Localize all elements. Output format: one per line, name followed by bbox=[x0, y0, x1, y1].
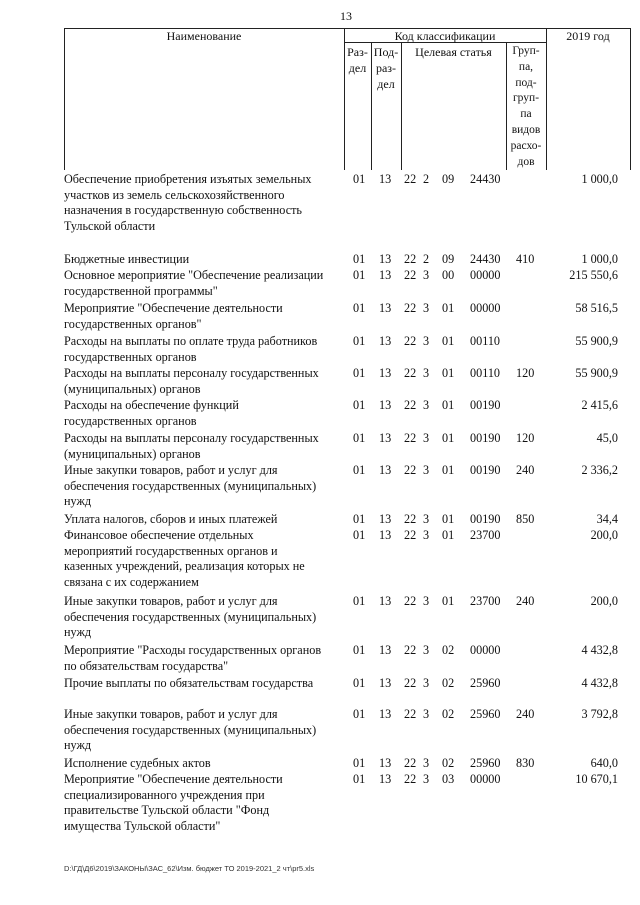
row-name: Расходы на выплаты персоналу государственных (муниципальных) органов bbox=[64, 431, 319, 461]
row-pr: 13 bbox=[379, 252, 392, 266]
row-p1: 22 bbox=[404, 463, 417, 477]
row-p2: 3 bbox=[423, 756, 430, 770]
row-amount: 215 550,6 bbox=[569, 268, 618, 282]
row-rz: 01 bbox=[353, 463, 366, 477]
row-p2: 3 bbox=[423, 398, 430, 412]
row-rz: 01 bbox=[353, 756, 366, 770]
row-p1: 22 bbox=[404, 252, 417, 266]
row-code: 00190 bbox=[470, 463, 501, 477]
row-code: 25960 bbox=[470, 676, 501, 690]
row-pr: 13 bbox=[379, 594, 392, 608]
row-pr: 13 bbox=[379, 172, 392, 186]
row-code: 24430 bbox=[470, 252, 501, 266]
row-p1: 22 bbox=[404, 301, 417, 315]
row-p2: 3 bbox=[423, 676, 430, 690]
row-name: Мероприятие "Обеспечение деятельности государственных органов" bbox=[64, 301, 283, 331]
row-p2: 2 bbox=[423, 172, 430, 186]
row-p1: 22 bbox=[404, 431, 417, 445]
row-name: Обеспечение приобретения изъятых земельных участков из земель сельскохозяйственного назначения в государственную собственность Тульской области bbox=[64, 172, 312, 233]
row-p2: 3 bbox=[423, 301, 430, 315]
row-amount: 640,0 bbox=[590, 756, 618, 770]
row-p3: 09 bbox=[442, 252, 455, 266]
row-p2: 3 bbox=[423, 268, 430, 282]
row-amount: 200,0 bbox=[590, 528, 618, 542]
row-rz: 01 bbox=[353, 594, 366, 608]
row-p2: 3 bbox=[423, 512, 430, 526]
row-pr: 13 bbox=[379, 512, 392, 526]
row-amount: 2 336,2 bbox=[581, 463, 618, 477]
row-pr: 13 bbox=[379, 756, 392, 770]
row-pr: 13 bbox=[379, 301, 392, 315]
row-vr: 240 bbox=[516, 594, 535, 608]
row-amount: 55 900,9 bbox=[575, 366, 618, 380]
row-vr: 240 bbox=[516, 707, 535, 721]
row-p1: 22 bbox=[404, 268, 417, 282]
row-p3: 01 bbox=[442, 528, 455, 542]
header-col-rule-podrazdel bbox=[401, 42, 402, 170]
row-name: Иные закупки товаров, работ и услуг для обеспечения государственных (муниципальных) нужд bbox=[64, 707, 317, 752]
row-p2: 3 bbox=[423, 431, 430, 445]
header-name: Наименование bbox=[166, 29, 242, 43]
row-p2: 3 bbox=[423, 528, 430, 542]
row-p1: 22 bbox=[404, 334, 417, 348]
row-rz: 01 bbox=[353, 172, 366, 186]
row-p1: 22 bbox=[404, 366, 417, 380]
row-p3: 00 bbox=[442, 268, 455, 282]
row-code: 24430 bbox=[470, 172, 501, 186]
row-name: Мероприятие "Расходы государственных органов по обязательствам государства" bbox=[64, 643, 322, 673]
row-amount: 55 900,9 bbox=[575, 334, 618, 348]
row-pr: 13 bbox=[379, 268, 392, 282]
row-name: Расходы на выплаты персоналу государственных (муниципальных) органов bbox=[64, 366, 319, 396]
row-amount: 58 516,5 bbox=[575, 301, 618, 315]
row-pr: 13 bbox=[379, 366, 392, 380]
row-name: Исполнение судебных актов bbox=[64, 756, 211, 770]
row-p3: 03 bbox=[442, 772, 455, 786]
row-pr: 13 bbox=[379, 334, 392, 348]
row-amount: 200,0 bbox=[590, 594, 618, 608]
row-rz: 01 bbox=[353, 676, 366, 690]
row-code: 00110 bbox=[470, 334, 501, 348]
row-p1: 22 bbox=[404, 594, 417, 608]
row-code: 00190 bbox=[470, 398, 501, 412]
row-amount: 1 000,0 bbox=[581, 172, 618, 186]
row-rz: 01 bbox=[353, 528, 366, 542]
row-p2: 3 bbox=[423, 643, 430, 657]
row-p2: 2 bbox=[423, 252, 430, 266]
page-number: 13 bbox=[340, 9, 352, 23]
header-classification: Код классификации bbox=[394, 29, 496, 43]
row-p3: 02 bbox=[442, 676, 455, 690]
row-code: 25960 bbox=[470, 756, 501, 770]
row-amount: 45,0 bbox=[596, 431, 618, 445]
row-p3: 01 bbox=[442, 594, 455, 608]
row-vr: 850 bbox=[516, 512, 535, 526]
row-name: Расходы на обеспечение функций государственных органов bbox=[64, 398, 239, 428]
row-rz: 01 bbox=[353, 301, 366, 315]
row-code: 00190 bbox=[470, 512, 501, 526]
row-vr: 120 bbox=[516, 366, 535, 380]
row-pr: 13 bbox=[379, 463, 392, 477]
row-p2: 3 bbox=[423, 707, 430, 721]
row-rz: 01 bbox=[353, 252, 366, 266]
row-p1: 22 bbox=[404, 528, 417, 542]
row-code: 00000 bbox=[470, 268, 501, 282]
row-pr: 13 bbox=[379, 528, 392, 542]
row-p1: 22 bbox=[404, 643, 417, 657]
header-target-article: Целевая статья bbox=[415, 45, 492, 59]
row-code: 00000 bbox=[470, 772, 501, 786]
row-name: Расходы на выплаты по оплате труда работников государственных органов bbox=[64, 334, 318, 364]
row-pr: 13 bbox=[379, 772, 392, 786]
row-code: 23700 bbox=[470, 594, 501, 608]
row-p3: 01 bbox=[442, 366, 455, 380]
row-vr: 830 bbox=[516, 756, 535, 770]
row-name: Иные закупки товаров, работ и услуг для обеспечения государственных (муниципальных) нужд bbox=[64, 594, 317, 639]
row-vr: 120 bbox=[516, 431, 535, 445]
row-code: 25960 bbox=[470, 707, 501, 721]
row-rz: 01 bbox=[353, 268, 366, 282]
row-pr: 13 bbox=[379, 431, 392, 445]
row-p2: 3 bbox=[423, 334, 430, 348]
row-p3: 02 bbox=[442, 643, 455, 657]
row-rz: 01 bbox=[353, 643, 366, 657]
header-group: Груп- па, под- груп- па видов расхо- дов bbox=[510, 45, 542, 168]
row-p3: 02 bbox=[442, 756, 455, 770]
row-p3: 01 bbox=[442, 512, 455, 526]
row-amount: 4 432,8 bbox=[581, 676, 618, 690]
row-p3: 01 bbox=[442, 398, 455, 412]
row-name: Мероприятие "Обеспечение деятельности специализированного учреждения при правительстве Тульской области "Фонд имущества Тульской области" bbox=[64, 772, 283, 833]
header-podrazdel: Под- раз- дел bbox=[373, 45, 399, 91]
row-p1: 22 bbox=[404, 676, 417, 690]
header-right-rule bbox=[630, 28, 631, 170]
row-pr: 13 bbox=[379, 707, 392, 721]
row-rz: 01 bbox=[353, 431, 366, 445]
row-rz: 01 bbox=[353, 398, 366, 412]
row-code: 00110 bbox=[470, 366, 501, 380]
row-amount: 4 432,8 bbox=[581, 643, 618, 657]
header-year: 2019 год bbox=[566, 29, 610, 43]
row-pr: 13 bbox=[379, 643, 392, 657]
header-left-rule bbox=[64, 28, 65, 170]
row-p1: 22 bbox=[404, 398, 417, 412]
row-code: 00000 bbox=[470, 301, 501, 315]
header-razdel: Раз- дел bbox=[347, 45, 368, 75]
row-name: Уплата налогов, сборов и иных платежей bbox=[64, 512, 278, 526]
row-rz: 01 bbox=[353, 512, 366, 526]
file-path-footer: D:\ГД\Д6\2019\ЗАКОНЫ\ЗАС_62\Изм. бюджет ТО 2019-2021_2 чт\pr5.xls bbox=[64, 864, 315, 873]
row-p3: 09 bbox=[442, 172, 455, 186]
row-name: Иные закупки товаров, работ и услуг для обеспечения государственных (муниципальных) нужд bbox=[64, 463, 317, 508]
row-rz: 01 bbox=[353, 366, 366, 380]
row-p2: 3 bbox=[423, 772, 430, 786]
row-name: Основное мероприятие "Обеспечение реализации государственной программы" bbox=[64, 268, 324, 298]
row-amount: 3 792,8 bbox=[581, 707, 618, 721]
row-code: 23700 bbox=[470, 528, 501, 542]
row-code: 00000 bbox=[470, 643, 501, 657]
row-code: 00190 bbox=[470, 431, 501, 445]
row-p2: 3 bbox=[423, 463, 430, 477]
row-p1: 22 bbox=[404, 512, 417, 526]
row-amount: 34,4 bbox=[596, 512, 618, 526]
row-amount: 10 670,1 bbox=[575, 772, 618, 786]
row-name: Финансовое обеспечение отдельных мероприятий государственных органов и казенных учреждений, реализация которых не связана с их содержанием bbox=[64, 528, 305, 589]
row-amount: 2 415,6 bbox=[581, 398, 618, 412]
row-p3: 01 bbox=[442, 301, 455, 315]
row-pr: 13 bbox=[379, 398, 392, 412]
row-name: Прочие выплаты по обязательствам государства bbox=[64, 676, 314, 690]
row-vr: 240 bbox=[516, 463, 535, 477]
row-name: Бюджетные инвестиции bbox=[64, 252, 190, 266]
row-rz: 01 bbox=[353, 334, 366, 348]
row-p1: 22 bbox=[404, 772, 417, 786]
row-p2: 3 bbox=[423, 594, 430, 608]
row-p2: 3 bbox=[423, 366, 430, 380]
row-p1: 22 bbox=[404, 707, 417, 721]
row-p1: 22 bbox=[404, 172, 417, 186]
row-p3: 01 bbox=[442, 463, 455, 477]
row-rz: 01 bbox=[353, 772, 366, 786]
row-rz: 01 bbox=[353, 707, 366, 721]
header-col-rule-year bbox=[546, 28, 547, 170]
row-p3: 02 bbox=[442, 707, 455, 721]
row-pr: 13 bbox=[379, 676, 392, 690]
row-amount: 1 000,0 bbox=[581, 252, 618, 266]
row-p3: 01 bbox=[442, 431, 455, 445]
row-p3: 01 bbox=[442, 334, 455, 348]
row-p1: 22 bbox=[404, 756, 417, 770]
row-vr: 410 bbox=[516, 252, 535, 266]
